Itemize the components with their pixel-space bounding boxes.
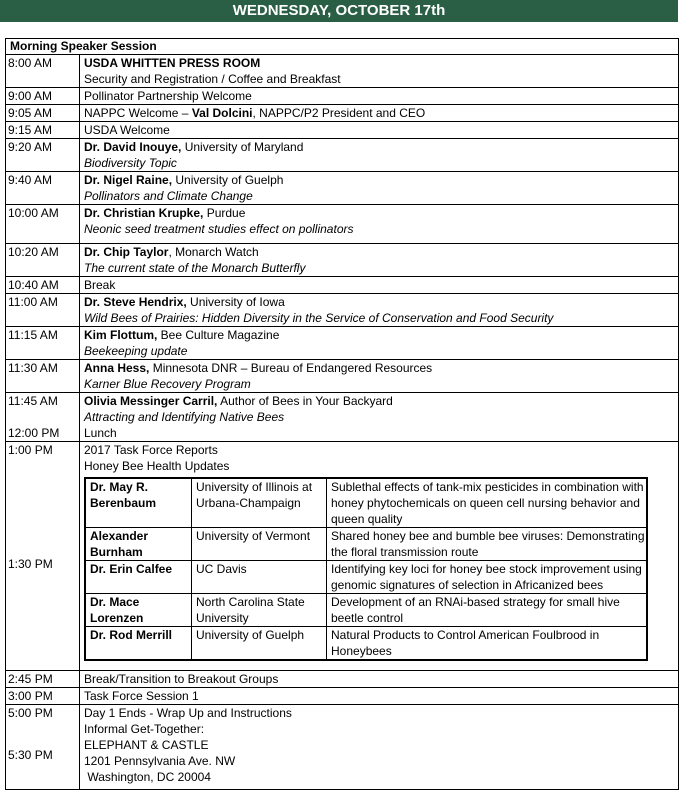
time-cell: 11:30 AM xyxy=(6,360,80,392)
schedule-row xyxy=(6,88,678,105)
talk-title: Identifying key loci for honey bee stock improvement using genomic signatures of selection in Africanized bees xyxy=(331,562,642,592)
schedule-row xyxy=(6,139,678,172)
time-cell: 10:20 AM xyxy=(6,244,80,276)
talk-title: Shared honey bee and bumble bee viruses: Demonstrating the floral transmission route xyxy=(331,529,645,559)
talk-title: The current state of the Monarch Butterfly xyxy=(84,261,306,275)
speaker-institution: University of Illinois at Urbana-Champaign xyxy=(192,479,327,527)
time-cell: 5:00 PM xyxy=(6,705,80,721)
event-line xyxy=(84,277,678,293)
event-text: University of Maryland xyxy=(181,140,304,154)
talk-title: Security and Registration / Coffee and Breakfast xyxy=(84,72,341,86)
day-header: WEDNESDAY, OCTOBER 17th xyxy=(0,0,678,22)
speaker-name: USDA WHITTEN PRESS ROOM xyxy=(84,56,261,70)
time-cell: 9:05 AM xyxy=(6,105,80,121)
event-cell xyxy=(80,688,678,704)
event-line xyxy=(84,393,678,409)
schedule-row xyxy=(6,425,678,442)
event-line xyxy=(84,55,678,71)
schedule-row xyxy=(6,172,678,205)
speaker-institution: University of Guelph xyxy=(192,627,327,659)
event-cell xyxy=(80,277,678,293)
schedule-row xyxy=(6,55,678,88)
talk-title: Karner Blue Recovery Program xyxy=(84,377,251,391)
speaker-institution: UC Davis xyxy=(192,561,327,593)
honey-bee-cell xyxy=(80,458,678,670)
event-text: Lunch xyxy=(84,426,117,440)
time-cell: 12:00 PM xyxy=(6,425,80,441)
event-cell xyxy=(80,88,678,104)
talk-title: Attracting and Identifying Native Bees xyxy=(84,410,285,424)
event-cell xyxy=(80,671,678,687)
time-cell: 1:00 PM xyxy=(6,442,80,458)
talk-title: Development of an RNAi-based strategy for small hive beetle control xyxy=(331,595,620,625)
talk-title: Sublethal effects of tank-mix pesticides in combination with honey phytochemicals on queen cell nursing behavior and queen quality xyxy=(331,480,644,526)
speaker-name: Dr. May R. Berenbaum xyxy=(86,479,192,527)
schedule-row xyxy=(6,122,678,139)
talk-title: Pollinators and Climate Change xyxy=(84,189,253,203)
event-line: 1201 Pennsylvania Ave. NW xyxy=(84,754,236,768)
speaker-subtable xyxy=(84,477,648,661)
schedule-table xyxy=(5,38,679,790)
event-line: Informal Get-Together: xyxy=(84,722,205,736)
event-cell xyxy=(80,425,678,441)
event-cell xyxy=(80,360,678,392)
speaker-name: Dr. Rod Merrill xyxy=(86,627,192,659)
time-cell: 11:00 AM xyxy=(6,294,80,326)
speaker-name: Dr. David Inouye, xyxy=(84,140,182,154)
schedule-row xyxy=(6,277,678,294)
event-text: Day 1 Ends - Wrap Up and Instructions xyxy=(84,706,292,720)
event-text: Break xyxy=(84,278,116,292)
time-cell: 1:30 PM xyxy=(6,458,80,670)
speaker-name: Alexander Burnham xyxy=(86,528,192,560)
event-line xyxy=(84,244,678,260)
schedule-row xyxy=(6,705,678,721)
event-cell xyxy=(80,721,678,789)
schedule-row-evening xyxy=(6,721,678,789)
time-cell: 11:15 AM xyxy=(6,327,80,359)
honey-bee-title: Honey Bee Health Updates xyxy=(84,459,230,473)
event-cell xyxy=(80,205,678,243)
speaker-name: Dr. Chip Taylor xyxy=(84,245,169,259)
speaker-name: Olivia Messinger Carril, xyxy=(84,394,218,408)
talk-title: Biodiversity Topic xyxy=(84,156,177,170)
event-cell xyxy=(80,55,678,87)
event-text: University of Iowa xyxy=(186,295,285,309)
event-cell xyxy=(80,294,678,326)
talk-title: Neonic seed treatment studies effect on pollinators xyxy=(84,222,354,236)
schedule-row xyxy=(6,205,678,244)
speaker-row xyxy=(86,594,646,627)
speaker-name: Dr. Erin Calfee xyxy=(86,561,192,593)
event-cell xyxy=(80,172,678,204)
time-cell: 8:00 AM xyxy=(6,55,80,87)
schedule-row xyxy=(6,360,678,393)
event-line xyxy=(84,327,678,343)
time-cell: 9:20 AM xyxy=(6,139,80,171)
event-text: 2017 Task Force Reports xyxy=(84,443,218,457)
event-cell xyxy=(80,122,678,138)
speaker-institution: North Carolina State University xyxy=(192,594,327,626)
schedule-row xyxy=(6,105,678,122)
speaker-name: Kim Flottum, xyxy=(84,328,158,342)
speaker-name: Dr. Christian Krupke, xyxy=(84,206,204,220)
event-cell xyxy=(80,244,678,276)
speaker-name: Dr. Nigel Raine, xyxy=(84,173,173,187)
talk-title: Beekeeping update xyxy=(84,344,188,358)
event-text: , NAPPC/P2 President and CEO xyxy=(252,106,426,120)
event-text: Purdue xyxy=(203,206,246,220)
talk-title: Wild Bees of Prairies: Hidden Diversity in the Service of Conservation and Food Security xyxy=(84,311,554,325)
event-cell xyxy=(80,705,678,721)
schedule-row xyxy=(6,671,678,688)
schedule-row xyxy=(6,442,678,458)
event-cell xyxy=(80,327,678,359)
time-cell: 10:00 AM xyxy=(6,205,80,243)
event-line xyxy=(84,105,678,121)
schedule-row xyxy=(6,688,678,705)
time-cell: 10:40 AM xyxy=(6,277,80,293)
speaker-institution: University of Vermont xyxy=(192,528,327,560)
schedule-row xyxy=(6,294,678,327)
speaker-name: Anna Hess, xyxy=(84,361,150,375)
time-cell: 11:45 AM xyxy=(6,393,80,425)
event-cell xyxy=(80,393,678,425)
event-line xyxy=(84,360,678,376)
event-line xyxy=(84,205,678,221)
event-cell xyxy=(80,105,678,121)
speaker-name: Val Dolcini xyxy=(191,106,253,120)
event-line: Washington, DC 20004 xyxy=(84,770,211,784)
event-line xyxy=(84,294,678,310)
event-line: ELEPHANT & CASTLE xyxy=(84,738,209,752)
session-title: Morning Speaker Session xyxy=(6,39,678,55)
schedule-row xyxy=(6,327,678,360)
event-text: Break/Transition to Breakout Groups xyxy=(84,672,279,686)
event-line xyxy=(84,122,678,138)
schedule-row-honey-bee xyxy=(6,458,678,671)
event-text: Bee Culture Magazine xyxy=(157,328,280,342)
event-text: Minnesota DNR – Bureau of Endangered Resources xyxy=(149,361,433,375)
time-cell: 9:15 AM xyxy=(6,122,80,138)
time-cell: 5:30 PM xyxy=(6,721,80,789)
talk-title: Natural Products to Control American Foulbrood in Honeybees xyxy=(331,628,600,658)
event-text: Author of Bees in Your Backyard xyxy=(217,394,393,408)
event-text: USDA Welcome xyxy=(84,123,170,137)
time-cell: 3:00 PM xyxy=(6,688,80,704)
event-line xyxy=(84,172,678,188)
event-line xyxy=(84,139,678,155)
speaker-row xyxy=(86,627,646,659)
schedule-row xyxy=(6,244,678,277)
event-cell xyxy=(80,442,678,458)
speaker-row xyxy=(86,561,646,594)
event-text: Task Force Session 1 xyxy=(84,689,199,703)
event-text: Pollinator Partnership Welcome xyxy=(84,89,252,103)
event-text: , Monarch Watch xyxy=(168,245,259,259)
event-text: University of Guelph xyxy=(172,173,284,187)
schedule-row xyxy=(6,393,678,425)
speaker-row xyxy=(86,479,646,528)
event-cell xyxy=(80,139,678,171)
time-cell: 9:40 AM xyxy=(6,172,80,204)
time-cell: 2:45 PM xyxy=(6,671,80,687)
speaker-row xyxy=(86,528,646,561)
speaker-name: Dr. Steve Hendrix, xyxy=(84,295,187,309)
time-cell: 9:00 AM xyxy=(6,88,80,104)
event-line xyxy=(84,88,678,104)
event-text: NAPPC Welcome – xyxy=(84,106,192,120)
speaker-name: Dr. Mace Lorenzen xyxy=(86,594,192,626)
